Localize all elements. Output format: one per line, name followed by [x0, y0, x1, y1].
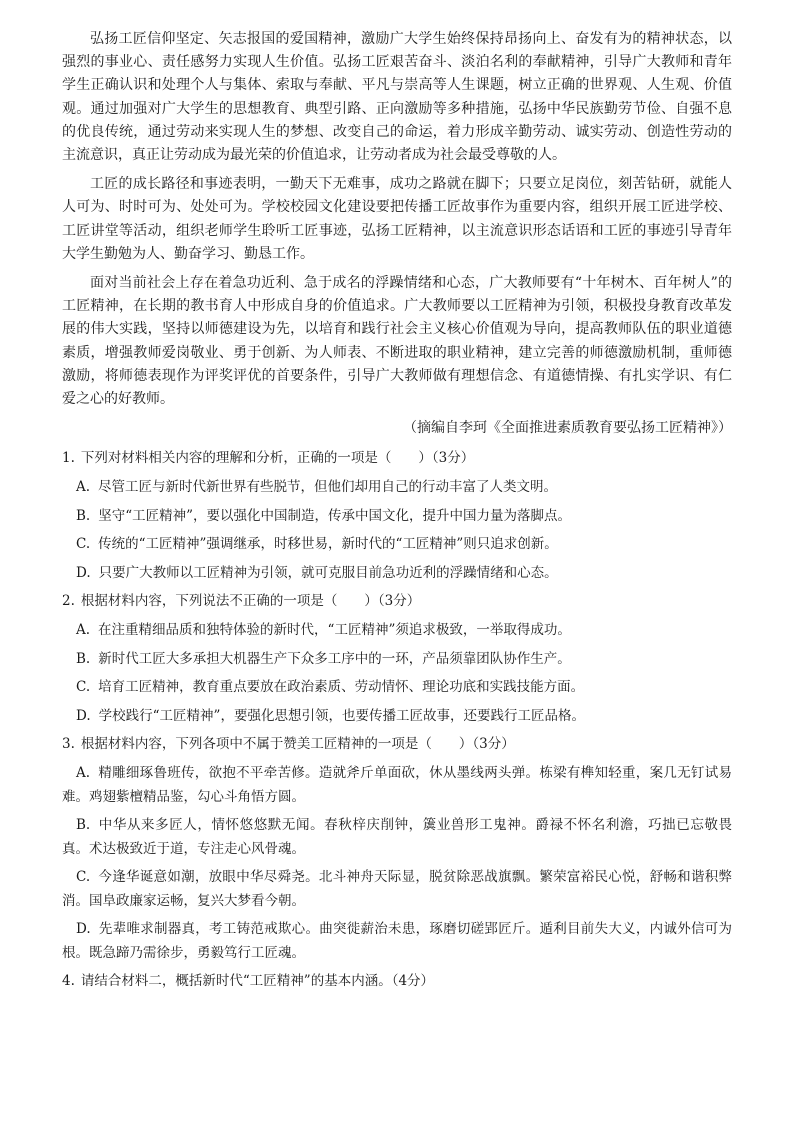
question-number: 2.	[62, 593, 75, 610]
question-text: 根据材料内容，下列说法不正确的一项是（ ）（3分）	[80, 593, 421, 610]
question-stem	[62, 970, 732, 992]
option-c	[76, 533, 732, 557]
option-d	[76, 705, 732, 729]
option-letter: D.	[76, 921, 91, 938]
option-a	[76, 476, 732, 500]
option-letter: A.	[76, 622, 91, 639]
question-3	[62, 733, 732, 965]
exam-page	[62, 28, 732, 999]
option-text: 先辈唯求制器真，考工铸范戒欺心。曲突徙薪治未患，琢磨切磋郢匠斤。遁利目前失大义，内诚外信可为根。既急蹄乃需徐步，勇毅笃行工匠魂。	[62, 921, 732, 961]
question-4	[62, 970, 732, 992]
option-text: 精雕细琢鲁班传，欲抱不平牵苦修。造就斧斤单面砍，休从墨线两头弹。栋梁有榫知轻重，案几无钉试易难。鸡翅紫檀精品鉴，勾心斗角悟方圆。	[62, 765, 732, 805]
option-text: 尽管工匠与新时代新世界有些脱节，但他们却用自己的行动丰富了人类文明。	[98, 479, 558, 496]
passage-paragraph: 工匠的成长路径和事迹表明，一勤天下无难事，成功之路就在脚下；只要立足岗位，刻苦钻研，就能人人可为、时时可为、处处可为。学校校园文化建设要把传播工匠故事作为重要内容，组织开展工匠进学校、工匠讲堂等活动，组织老师学生聆听工匠事迹，弘扬工匠精神，以主流意识形态话语和工匠的事迹引导青年大学生勤勉为人、勤奋学习、勤恳工作。	[62, 176, 732, 262]
option-text: 坚守“工匠精神”，要以强化中国制造，传承中国文化，提升中国力量为落脚点。	[98, 507, 572, 524]
question-stem	[62, 590, 732, 612]
reading-passage	[62, 28, 732, 440]
option-c	[62, 866, 732, 913]
option-letter: A.	[76, 765, 91, 782]
option-text: 只要广大教师以工匠精神为引领，就可克服目前急功近利的浮躁情绪和心态。	[98, 564, 558, 581]
option-letter: C.	[76, 536, 91, 553]
passage-paragraph: 弘扬工匠信仰坚定、矢志报国的爱国精神，激励广大学生始终保持昂扬向上、奋发有为的精神状态，以强烈的事业心、责任感努力实现人生价值。弘扬工匠艰苦奋斗、淡泊名利的奉献精神，引导广大教师和青年学生正确认识和处理个人与集体、索取与奉献、平凡与崇高等人生课题，树立正确的世界观、人生观、价值观。通过加强对广大学生的思想教育、典型引路、正向激励等多种措施，弘扬中华民族勤劳节俭、自强不息的优良传统，通过劳动来实现人生的梦想、改变自己的命运，着力形成辛勤劳动、诚实劳动、创造性劳动的主流意识，真正让劳动成为最光荣的价值追求，让劳动者成为社会最受尊敬的人。	[62, 31, 732, 164]
option-text: 新时代工匠大多承担大机器生产下众多工序中的一环，产品须靠团队协作生产。	[98, 650, 571, 667]
option-letter: C.	[76, 679, 91, 696]
question-1	[62, 447, 732, 585]
passage-paragraph: 面对当前社会上存在着急功近利、急于成名的浮躁情绪和心态，广大教师要有“十年树木、百年树人”的工匠精神，在长期的教书育人中形成自身的价值追求。广大教师要以工匠精神为引领，积极投身教育改革发展的伟大实践，坚持以师德建设为先，以培育和践行社会主义核心价值观为导向，提高教师队伍的职业道德素质，增强教师爱岗敬业、勇于创新、为人师表、不断进取的职业精神，建立完善的师德激励机制，重师德激励，将师德表现作为评奖评优的首要条件，引导广大教师做有理想信念、有道德情操、有扎实学识、有仁爱之心的好教师。	[62, 275, 732, 408]
option-letter: D.	[76, 564, 91, 581]
option-text: 今逢华诞意如潮，放眼中华尽舜尧。北斗神舟天际显，脱贫除恶战旗飘。繁荣富裕民心悦，舒畅和谐积弊消。国阜政廉家运畅，复兴大梦看今朝。	[62, 869, 732, 909]
option-b	[62, 814, 732, 861]
option-text: 培育工匠精神，教育重点要放在政治素质、劳动情怀、理论功底和实践技能方面。	[98, 679, 585, 696]
option-a	[76, 619, 732, 643]
option-a	[62, 762, 732, 809]
option-b	[76, 648, 732, 672]
option-d	[62, 918, 732, 965]
question-text: 请结合材料二，概括新时代“工匠精神”的基本内涵。（4分）	[80, 973, 435, 990]
question-number: 1.	[62, 450, 75, 467]
option-c	[76, 676, 732, 700]
option-d	[76, 562, 732, 586]
option-text: 在注重精细品质和独特体验的新时代，“工匠精神”须追求极致，一举取得成功。	[98, 622, 571, 639]
option-text: 学校践行“工匠精神”，要强化思想引领，也要传播工匠故事，还要践行工匠品格。	[98, 707, 585, 724]
option-letter: B.	[76, 507, 91, 524]
option-letter: B.	[76, 817, 91, 834]
option-letter: C.	[76, 869, 91, 886]
question-text: 根据材料内容，下列各项中不属于赞美工匠精神的一项是（ ）（3分）	[80, 736, 515, 753]
option-b	[76, 505, 732, 529]
question-text: 下列对材料相关内容的理解和分析，正确的一项是（ ）（3分）	[80, 450, 475, 467]
question-2	[62, 590, 732, 728]
option-letter: B.	[76, 650, 91, 667]
passage-source: （摘编自李珂《全面推进素质教育要弘扬工匠精神》）	[403, 420, 732, 437]
option-letter: A.	[76, 479, 91, 496]
question-number: 4.	[62, 973, 75, 990]
question-stem	[62, 447, 732, 469]
option-text: 中华从来多匠人，情怀悠悠默无闻。春秋梓庆削钟，簴业兽形工鬼神。爵禄不怀名利澹，巧拙已忘敬畏真。术达极致近于道，专注走心风骨魂。	[62, 817, 732, 857]
question-stem	[62, 733, 732, 755]
option-letter: D.	[76, 707, 91, 724]
question-number: 3.	[62, 736, 75, 753]
option-text: 传统的“工匠精神”强调继承，时移世易，新时代的“工匠精神”则只追求创新。	[98, 536, 558, 553]
